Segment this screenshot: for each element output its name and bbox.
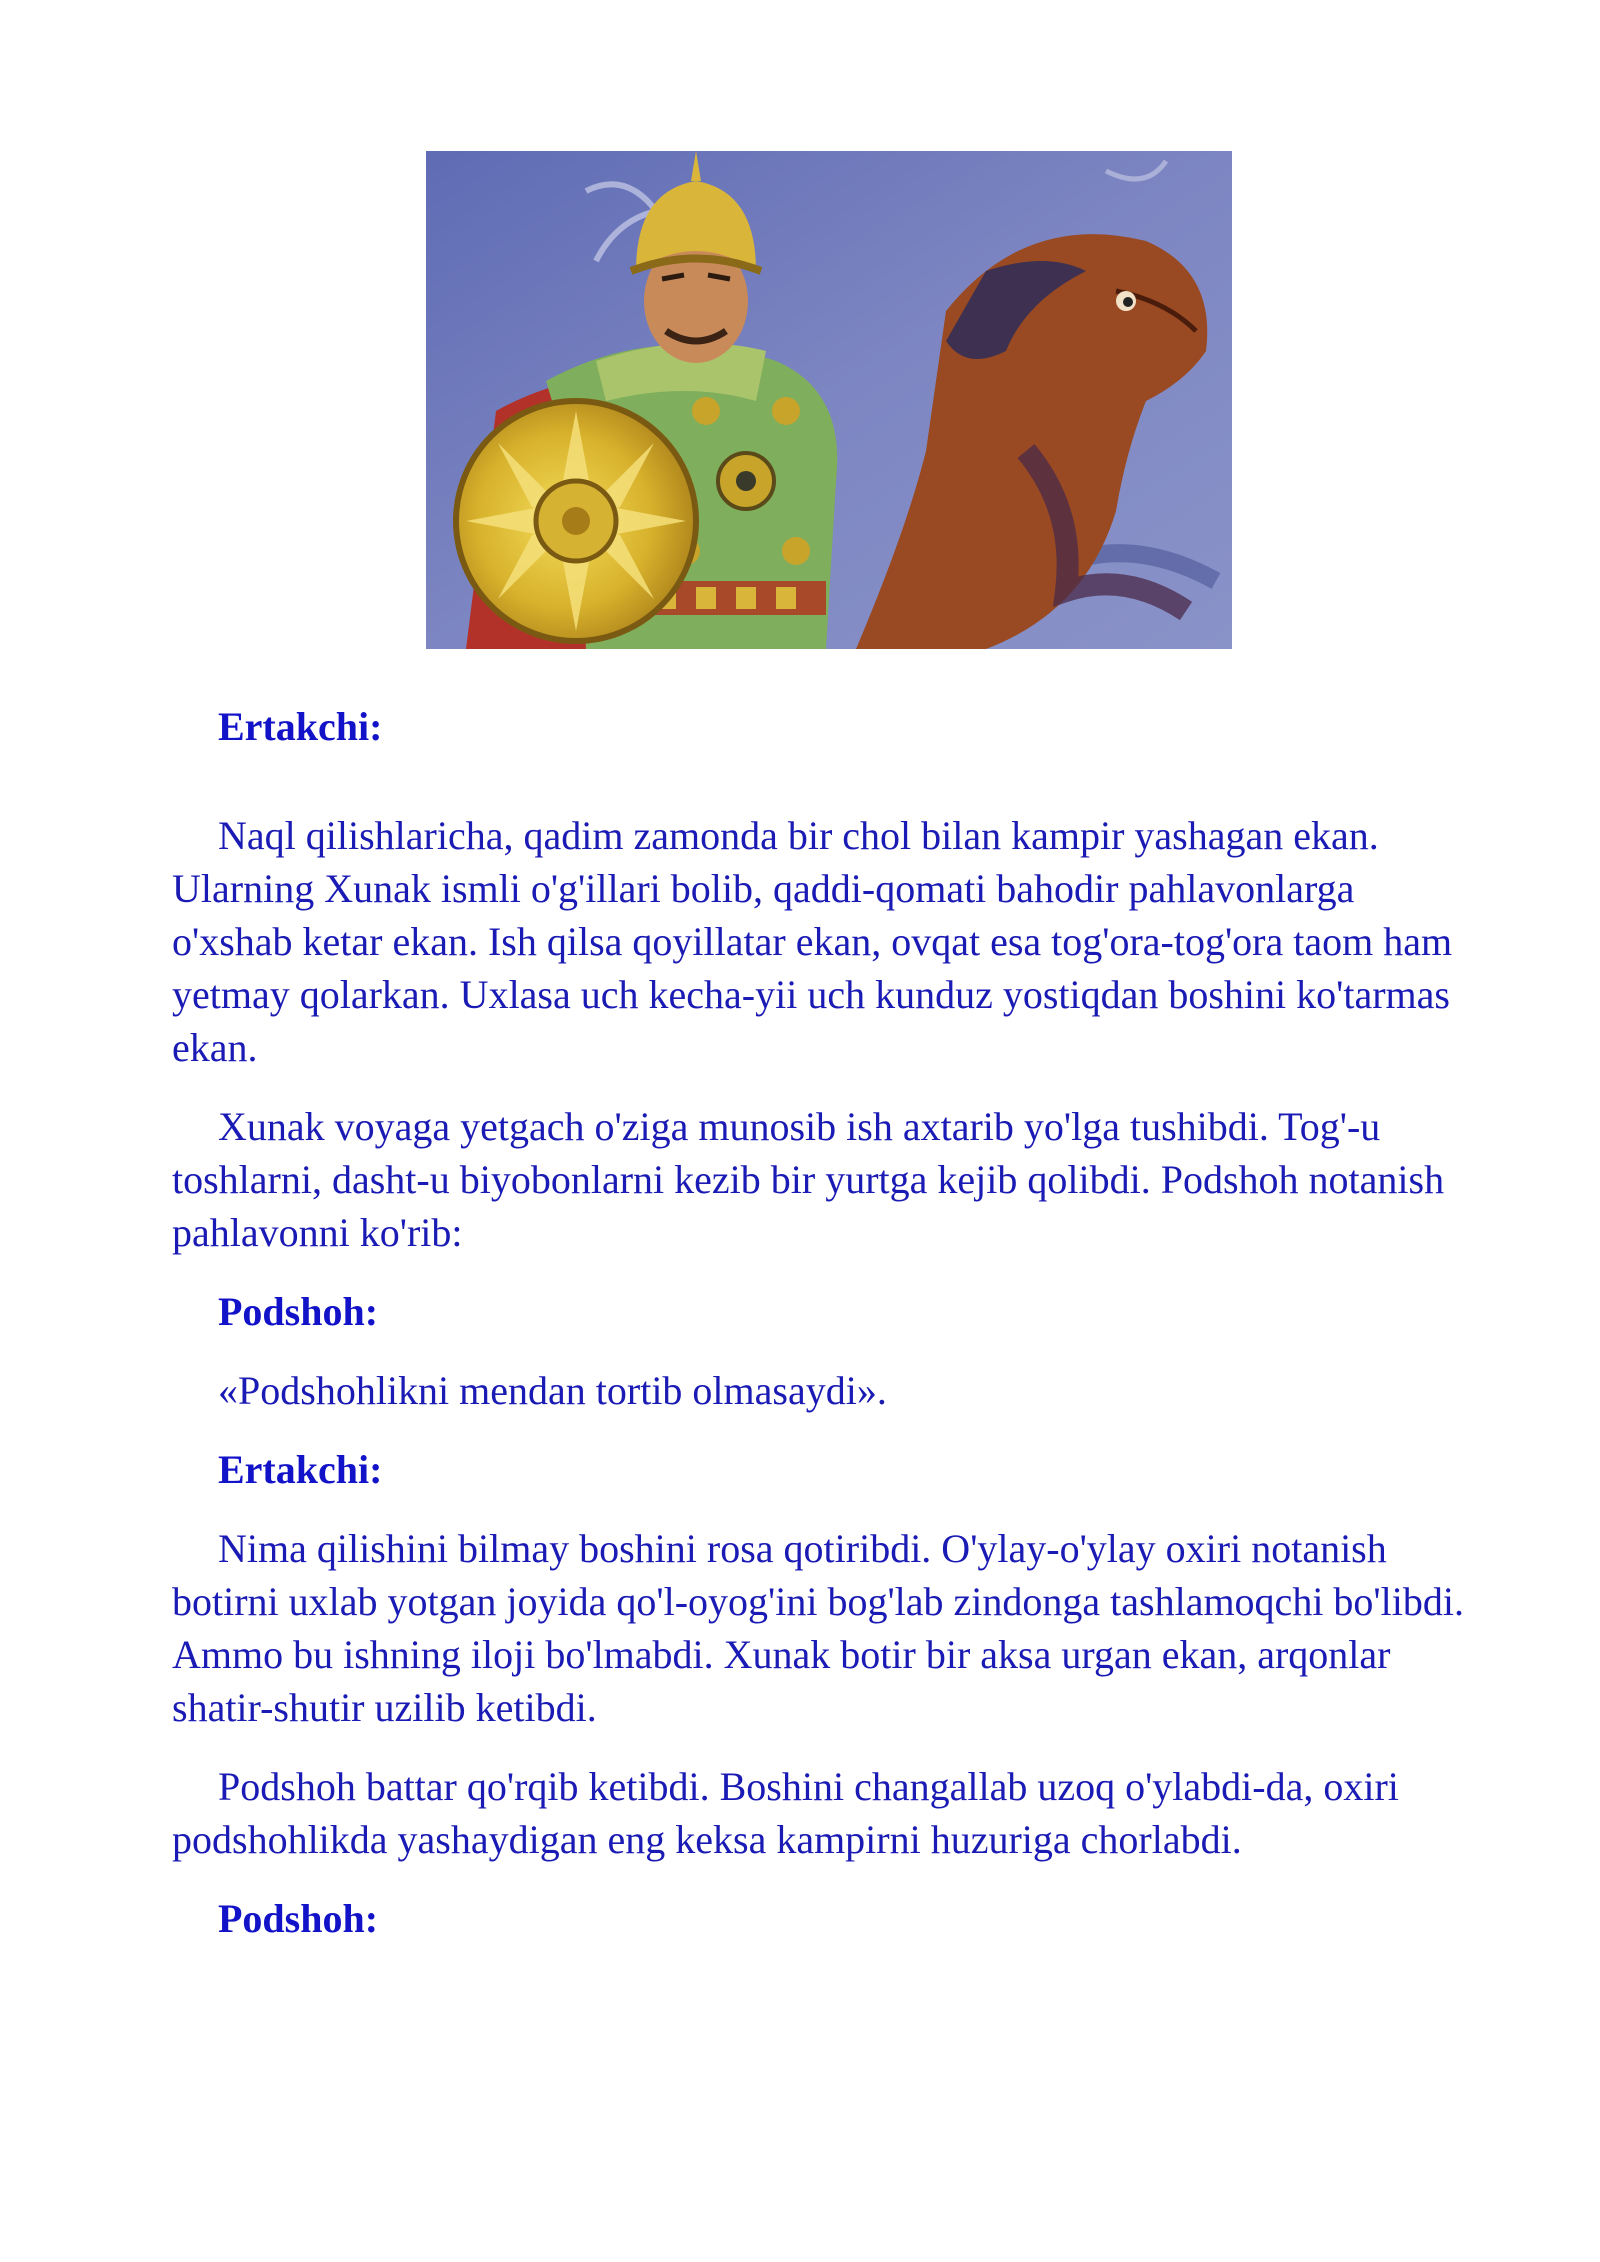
speaker-label: Podshoh:	[218, 1289, 379, 1334]
speaker-label: Ertakchi:	[218, 1447, 383, 1492]
story-paragraph: Xunak voyaga yetgach o'ziga munosib ish axtarib yo'lga tushibdi. Tog'-u toshlarni, dasht-u biyobonlarni kezib bir yurtga kejib qolibdi. Podshoh notanish pahlavonni ko'rib:	[172, 1104, 1445, 1255]
story-paragraph: «Podshohlikni mendan tortib olmasaydi».	[218, 1368, 887, 1413]
warrior-on-horse-icon	[426, 151, 1232, 649]
story-paragraph: Podshoh battar qo'rqib ketibdi. Boshini changallab uzoq o'ylabdi-da, oxiri podshohlikda yashaydigan eng keksa kampirni huzuriga chorlabdi.	[172, 1764, 1399, 1862]
story-text	[172, 700, 1482, 1945]
speaker-label: Ertakchi:	[218, 704, 383, 749]
warrior-illustration	[426, 151, 1232, 649]
story-paragraph: Nima qilishini bilmay boshini rosa qotiribdi. O'ylay-o'ylay oxiri notanish botirni uxlab yotgan joyida qo'l-oyog'ini bog'lab zindonga tashlamoqchi bo'libdi. Ammo bu ishning iloji bo'lmabdi. Xunak botir bir aksa urgan ekan, arqonlar shatir-shutir uzilib ketibdi.	[172, 1526, 1464, 1730]
story-paragraph: Naql qilishlaricha, qadim zamonda bir chol bilan kampir yashagan ekan. Ularning Xunak ismli o'g'illari bolib, qaddi-qomati bahodir pahlavonlarga o'xshab ketar ekan. Ish qilsa qoyillatar ekan, ovqat esa tog'ora-tog'ora taom ham yetmay qolarkan. Uxlasa uch kecha-yii uch kunduz yostiqdan boshini ko'tarmas ekan.	[172, 813, 1453, 1070]
speaker-label: Podshoh:	[218, 1896, 379, 1941]
